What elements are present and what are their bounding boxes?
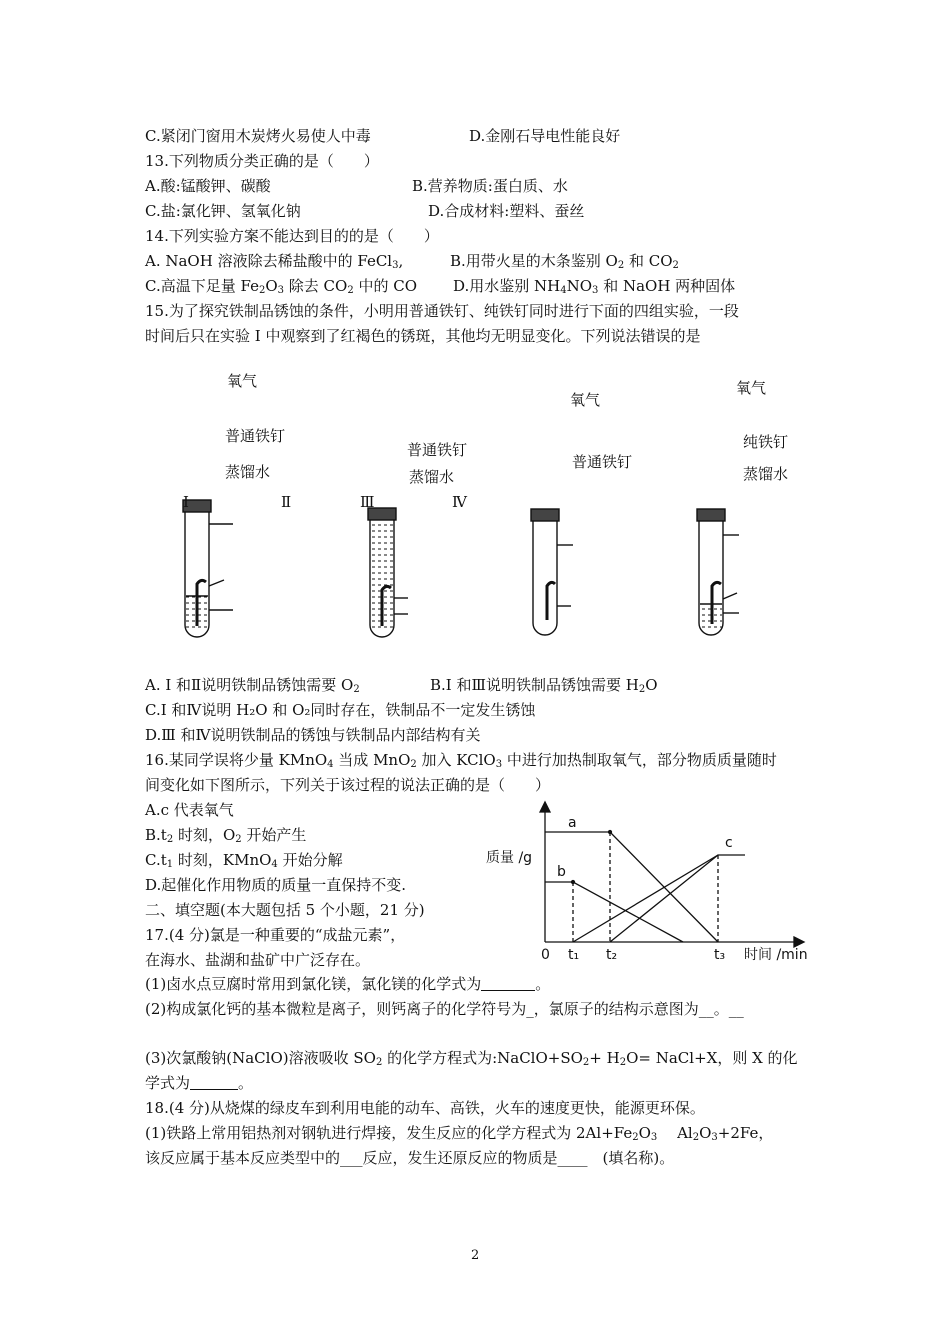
tube4-nail-label: 纯铁钉 [743,433,789,451]
q14-option-a: A. NaOH 溶液除去稀盐酸中的 FeCl$_3$, [145,252,404,271]
chart-xlabel: 时间 /min [744,947,808,963]
q13-option-c: C.盐:氯化钾、氢氧化钠 [145,202,301,220]
tube2-nail-label: 普通铁钉 [407,441,468,459]
series-b-label: b [557,864,566,880]
tube4-water-label: 蒸馏水 [743,465,789,483]
q15-option-b: B.I 和Ⅲ说明铁制品锈蚀需要 $H_2O$ [430,676,658,695]
q17-part3-line1: (3)次氯酸钠(NaClO)溶液吸收 $SO_2$ 的化学方程式为$:NaClO+SO_2+ H_2O=$ NaCl+X，则 X 的化 [145,1049,798,1068]
tube1-gas-label: 氧气 [227,372,258,390]
test-tube-3 [531,509,573,635]
q16-option-d: D.起催化作用物质的质量一直保持不变. [145,876,407,894]
series-c-label: c [725,835,733,851]
q16-stem-line2: 间变化如下图所示，下列关于该过程的说法正确的是（ ） [145,776,551,794]
q14-option-d: D.用水鉴别 $NH_4NO_3$ 和 NaOH 两种固体 [453,277,736,296]
tube3-gas-label: 氧气 [570,391,601,409]
test-tube-1 [183,500,233,637]
q14-option-c: C.高温下足量 $Fe_2O_3$ 除去 $CO_2$ 中的 CO [145,277,418,296]
q16-option-c: $C.t_1$ 时刻，KMnO$_4$ 开始分解 [145,851,343,870]
q17-part3-line2: 学式为 。 [145,1074,254,1092]
q13-option-b: B.营养物质:蛋白质、水 [412,177,568,195]
tube3-nail-label: 普通铁钉 [572,453,633,471]
test-tube-2 [368,508,408,637]
q18-part1-line1: (1)铁路上常用铝热剂对钢轨进行焊接，发生反应的化学方程式为 $2Al+Fe_2O_3$ $Al_2O_3+2Fe$， [145,1124,774,1143]
answer-blank[interactable] [481,976,535,991]
series-c-line [610,855,745,942]
q15-stem-line2: 时间后只在实验 I 中观察到了红褐色的锈斑，其他均无明显变化。下列说法错误的是 [145,327,701,345]
q16-stem-line1: 16.某同学误将少量 KMnO$_4$ 当成 MnO$_2$ 加入 KClO$_3$ 中进行加热制取氧气，部分物质质量随时 [145,751,777,770]
x-tick-t1: t₁ [568,947,580,963]
q12-option-d: D.金刚石导电性能良好 [469,127,621,145]
q12-option-c: C.紧闭门窗用木炭烤火易使人中毒 [145,127,371,145]
page-number: 2 [471,1248,480,1263]
tube1-nail-label: 普通铁钉 [225,427,286,445]
q15-stem-line1: 15.为了探究铁制品锈蚀的条件，小明用普通铁钉、纯铁钉同时进行下面的四组实验，一段 [145,302,739,320]
q17-part2: (2)构成氯化钙的基本微粒是离子，则钙离子的化学符号为_，氯原子的结构示意图为__。__ [145,1000,744,1018]
q17-stem-line1: 17.(4 分)氯是一种重要的“成盐元素”， [145,926,406,944]
tube2-water-label: 蒸馏水 [409,468,455,486]
x-tick-t2: t₂ [606,947,618,963]
q13-option-a: A.酸:锰酸钾、碳酸 [145,177,271,195]
x-tick-0: 0 [541,947,550,963]
series-a-label: a [568,815,577,831]
q14-option-b: B.用带火星的木条鉴别 $O_2$ 和 $CO_2$ [450,252,679,271]
q13-stem: 13.下列物质分类正确的是（ ） [145,152,379,170]
tube1-water-label: 蒸馏水 [225,463,271,481]
q17-part1-text: (1)卤水点豆腐时常用到氯化镁，氯化镁的化学式为 [145,975,482,993]
q17-part1: (1)卤水点豆腐时常用到氯化镁，氯化镁的化学式为 。 [145,975,551,993]
q18-stem: 18.(4 分)从烧煤的绿皮车到利用电能的动车、高铁，火车的速度更快，能源更环保。 [145,1099,705,1117]
chart-ylabel: 质量 /g [486,850,533,866]
mass-time-chart [540,802,804,947]
tube-number-2: Ⅱ [281,493,292,511]
test-tube-4 [697,509,739,635]
q16-option-b: $B.t_2$ 时刻，$O_2$ 开始产生 [145,826,307,845]
q14-stem: 14.下列实验方案不能达到目的的是（ ） [145,227,439,245]
q17-stem-line2: 在海水、盐湖和盐矿中广泛存在。 [145,951,371,969]
series-b-line [545,882,683,942]
q15-option-d: D.Ⅲ 和Ⅳ说明铁制品的锈蚀与铁制品内部结构有关 [145,726,481,744]
q16-option-a: A.c 代表氧气 [145,801,234,819]
tube-number-1: I [183,493,189,511]
tube-number-3: Ⅲ [360,493,375,511]
section-2-heading: 二、填空题(本大题包括 5 个小题，21 分) [145,901,425,919]
q13-option-d: D.合成材料:塑料、蚕丝 [428,202,585,220]
x-tick-t3: t₃ [714,947,726,963]
tube-number-4: Ⅳ [452,493,467,511]
q15-option-c: C.I 和Ⅳ说明 H₂O 和 O₂同时存在，铁制品不一定发生锈蚀 [145,701,536,719]
tube4-gas-label: 氧气 [736,379,767,397]
q18-part1-line2: 该反应属于基本反应类型中的___反应，发生还原反应的物质是____ (填名称)。 [145,1149,675,1167]
answer-blank[interactable] [190,1075,238,1090]
y-axis-arrow [540,802,550,812]
q15-option-a: A. I 和Ⅱ说明铁制品锈蚀需要 $O_2$ [145,676,360,695]
